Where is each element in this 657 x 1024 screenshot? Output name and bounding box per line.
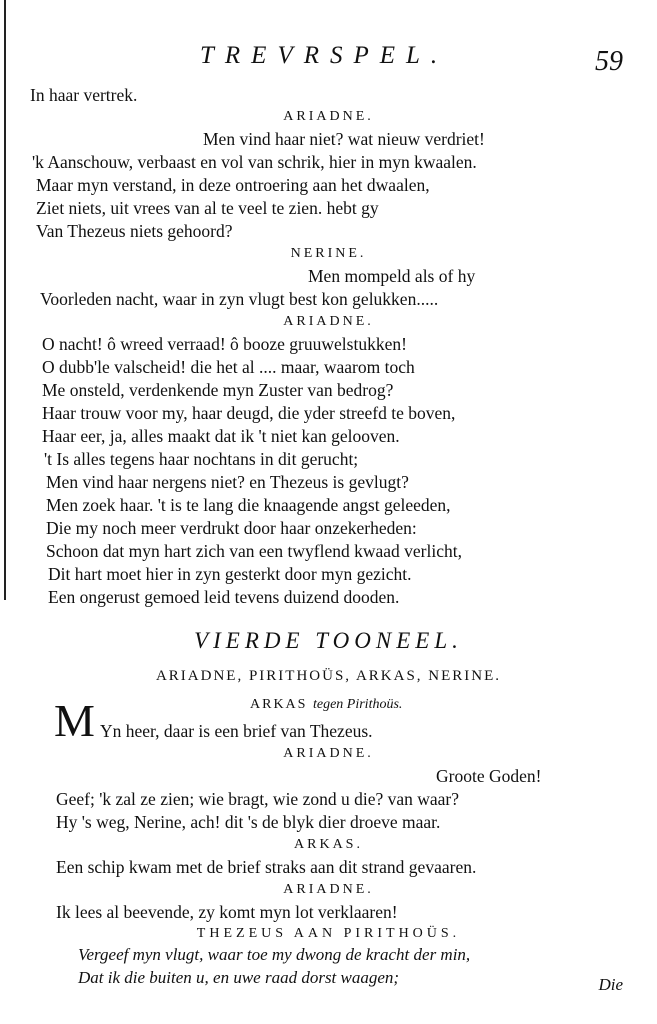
verse-line: O dubb'le valscheid! die het al .... maar, waarom toch — [42, 357, 415, 377]
verse-line: Voorleden nacht, waar in zyn vlugt best kon gelukken..... — [40, 289, 439, 309]
letter-line: Dat ik die buiten u, en uwe raad dorst waagen; — [78, 968, 400, 987]
verse-line: Me onsteld, verdenkende myn Zuster van bedrog? — [42, 380, 394, 400]
scene-title: VIERDE TOONEEL. — [194, 628, 463, 653]
verse-line: Geef; 'k zal ze zien; wie bragt, wie zond u die? van waar? — [56, 789, 460, 809]
verse-line: Men zoek haar. 't is te lang die knaagende angst geleeden, — [46, 495, 451, 515]
verse-line: Schoon dat myn hart zich van een twyflend kwaad verlicht, — [46, 541, 462, 561]
verse-line: Ziet niets, uit vrees van al te veel te zien. hebt gy — [36, 198, 379, 218]
verse-line: 'k Aanschouw, verbaast en vol van schrik, hier in myn kwaalen. — [32, 152, 477, 172]
verse-line: Groote Goden! — [436, 766, 542, 786]
verse-line: Men mompeld als of hy — [308, 266, 476, 286]
verse-line: Een schip kwam met de brief straks aan dit strand gevaaren. — [56, 857, 477, 877]
verse-line: Ik lees al beevende, zy komt myn lot verklaaren! — [56, 902, 398, 922]
letter-title: THEZEUS AAN PIRITHOÜS. — [196, 926, 461, 941]
verse-line: Van Thezeus niets gehoord? — [36, 221, 233, 241]
speaker-name: ARKAS. — [294, 837, 363, 852]
stage-direction-text: tegen Pirithoüs. — [312, 697, 403, 712]
speaker-name: ARIADNE. — [283, 746, 374, 761]
drop-cap: M — [54, 695, 95, 746]
verse-line: Haar trouw voor my, haar deugd, die yder streefd te boven, — [42, 403, 456, 423]
verse-line: Die my noch meer verdrukt door haar onzekerheden: — [46, 518, 417, 538]
speaker-name: ARIADNE. — [283, 882, 374, 897]
verse-line: Hy 's weg, Nerine, ach! dit 's de blyk dier droeve maar. — [56, 812, 441, 832]
speaker-name: ARIADNE. — [283, 109, 374, 124]
page-number: 59 — [595, 46, 623, 77]
verse-line: Maar myn verstand, in deze ontroering aan het dwaalen, — [36, 175, 430, 195]
verse-line: In haar vertrek. — [30, 85, 138, 105]
stage-direction-speaker: ARKAS — [250, 697, 308, 712]
catchword: Die — [598, 975, 623, 994]
verse-line: O nacht! ô wreed verraad! ô booze gruuwelstukken! — [42, 334, 407, 354]
page-edge-rule — [4, 0, 6, 600]
stage-direction — [250, 697, 402, 713]
verse-line: 't Is alles tegens haar nochtans in dit gerucht; — [44, 449, 359, 469]
verse-line: Yn heer, daar is een brief van Thezeus. — [100, 721, 373, 741]
verse-line: Men vind haar nergens niet? en Thezeus is gevlugt? — [46, 472, 409, 492]
verse-line: Haar eer, ja, alles maakt dat ik 't niet kan gelooven. — [42, 426, 400, 446]
running-title: TREVRSPEL. — [200, 42, 449, 69]
cast-list: ARIADNE, PIRITHOÜS, ARKAS, NERINE. — [155, 668, 502, 684]
letter-line: Vergeef myn vlugt, waar toe my dwong de kracht der min, — [78, 945, 471, 964]
verse-line: Men vind haar niet? wat nieuw verdriet! — [203, 129, 485, 149]
verse-line: Dit hart moet hier in zyn gesterkt door myn gezicht. — [48, 564, 412, 584]
verse-line: Een ongerust gemoed leid tevens duizend dooden. — [48, 587, 400, 607]
page-header — [0, 42, 657, 78]
speaker-name: ARIADNE. — [283, 314, 374, 329]
speaker-name: NERINE. — [290, 246, 367, 261]
